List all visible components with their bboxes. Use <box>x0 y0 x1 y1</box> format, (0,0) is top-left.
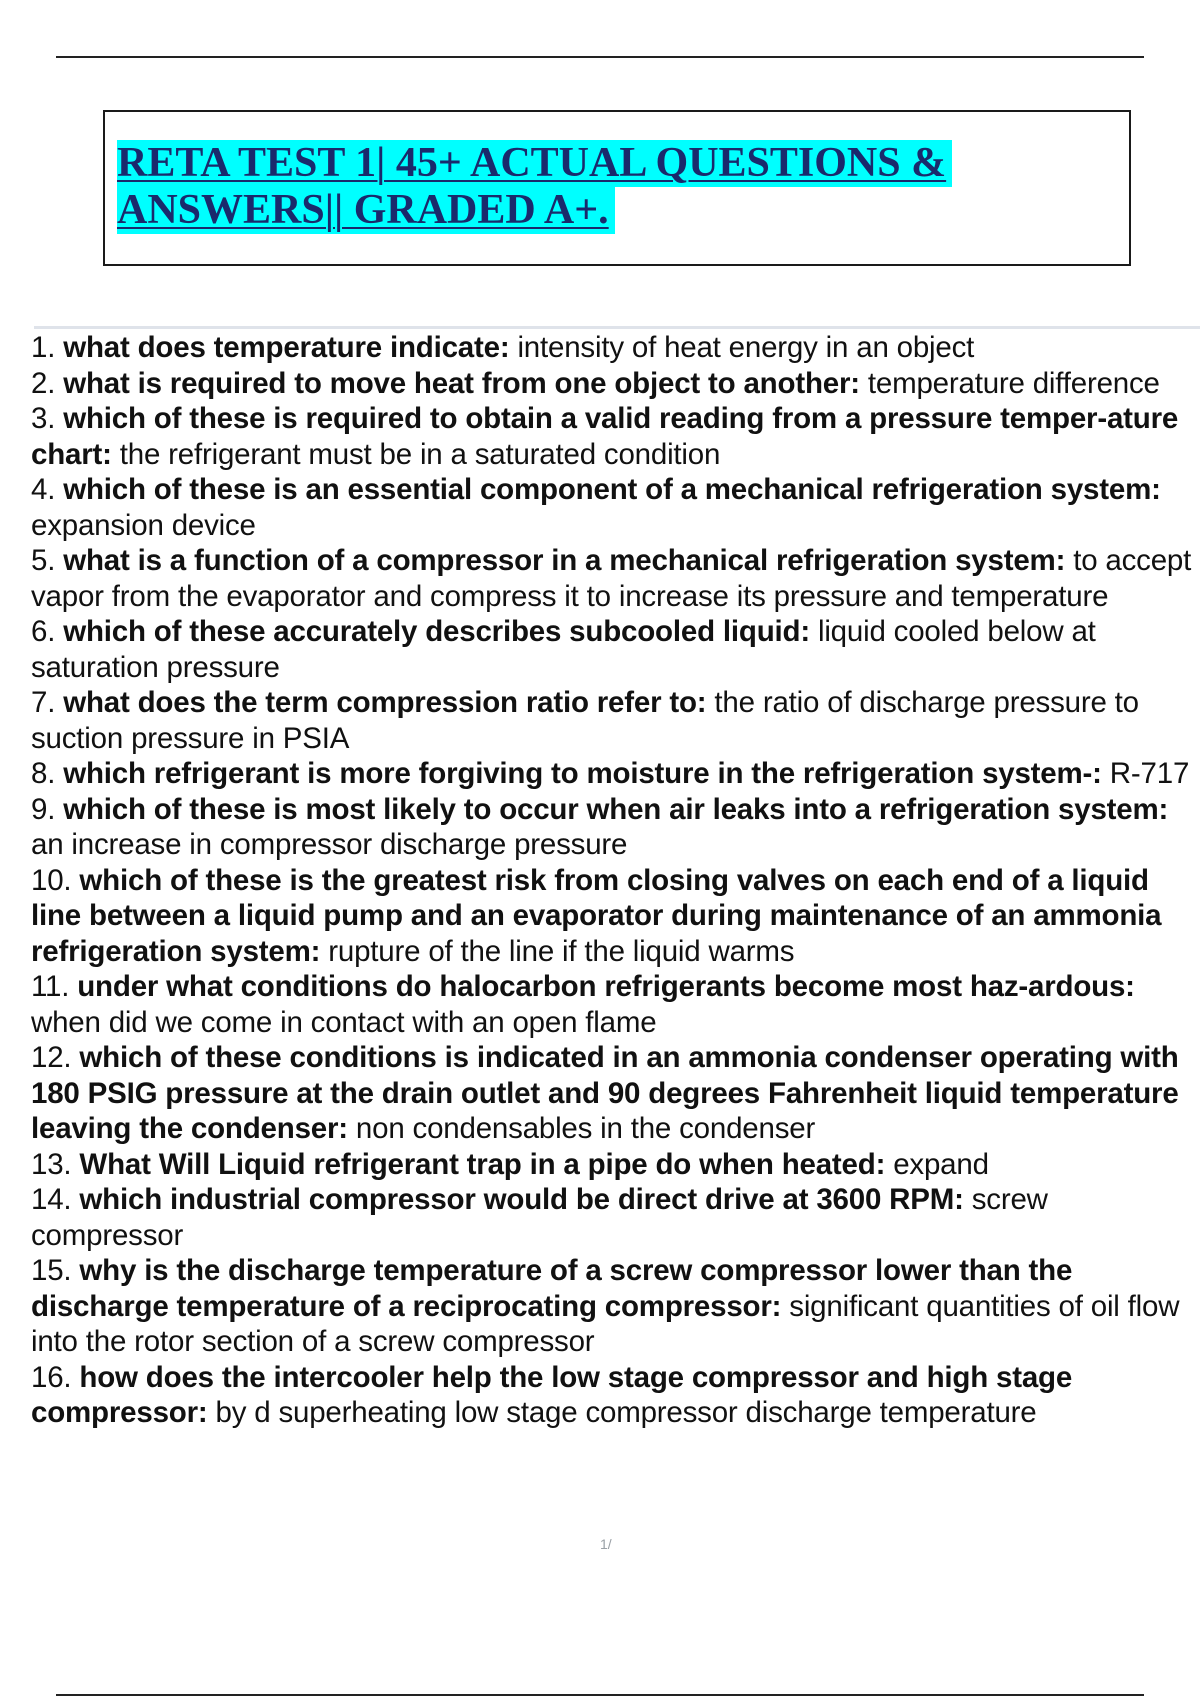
item-number: 14. <box>31 1183 72 1216</box>
item-number: 6. <box>31 615 56 648</box>
list-item <box>31 1147 1200 1183</box>
list-item <box>31 756 1200 792</box>
list-item <box>31 863 1200 970</box>
answer-text: rupture of the line if the liquid warms <box>328 934 795 968</box>
question-text: which of these is most likely to occur when air leaks into a refrigeration system: <box>63 792 1169 826</box>
document-title <box>117 140 1117 234</box>
question-text: which of these accurately describes subcooled liquid: <box>63 615 810 648</box>
item-number: 12. <box>31 1041 72 1074</box>
answer-text: liquid cooled below at saturation pressure <box>31 615 1096 684</box>
question-text: why is the discharge temperature of a screw compressor lower than the discharge temperature of a reciprocating compressor: <box>31 1254 1073 1323</box>
title-box <box>103 110 1131 266</box>
answer-text: to accept vapor from the evaporator and compress it to increase its pressure and temperature <box>31 544 1192 613</box>
question-text: which of these conditions is indicated in an ammonia condenser operating with 180 PSIG pressure at the drain outlet and 90 degrees Fahrenheit liquid temperature leaving the condenser: <box>31 1041 1179 1145</box>
top-rule <box>56 56 1144 58</box>
question-text: what does the term compression ratio refer to: <box>63 686 707 719</box>
question-text: how does the intercooler help the low stage compressor and high stage compressor: <box>31 1360 1073 1429</box>
question-text: What Will Liquid refrigerant trap in a pipe do when heated: <box>79 1147 886 1181</box>
question-text: what does temperature indicate: <box>63 331 510 364</box>
list-item <box>31 614 1200 685</box>
list-item <box>31 1040 1200 1147</box>
item-number: 1. <box>31 331 56 364</box>
item-number: 2. <box>31 366 56 400</box>
question-text: what is a function of a compressor in a mechanical refrigeration system: <box>63 544 1066 577</box>
answer-text: an increase in compressor discharge pressure <box>31 828 628 861</box>
list-item <box>31 1182 1200 1253</box>
item-number: 11. <box>31 970 70 1003</box>
title-line-2: ANSWERS|| GRADED A+. <box>117 187 615 234</box>
answer-text: temperature difference <box>867 366 1160 400</box>
list-item <box>31 969 1200 1040</box>
answer-text: expansion device <box>31 508 256 542</box>
answer-text: the ratio of discharge pressure to suction pressure in PSIA <box>31 686 1139 755</box>
list-item <box>31 1360 1200 1431</box>
item-number: 16. <box>31 1360 72 1394</box>
answer-text: R-717 <box>1109 757 1190 790</box>
answer-text: significant quantities of oil flow into the rotor section of a screw compressor <box>31 1289 1180 1358</box>
list-item <box>31 401 1200 472</box>
question-text: under what conditions do halocarbon refrigerants become most haz-ardous: <box>77 970 1135 1003</box>
answer-text: when did we come in contact with an open flame <box>31 1005 657 1039</box>
bottom-rule <box>56 1694 1144 1696</box>
qa-list <box>31 330 1200 1431</box>
item-number: 7. <box>31 686 56 719</box>
answer-text: intensity of heat energy in an object <box>517 331 975 364</box>
list-item <box>31 366 1200 402</box>
question-text: which industrial compressor would be direct drive at 3600 RPM: <box>79 1183 964 1216</box>
item-number: 13. <box>31 1147 72 1181</box>
question-text: which refrigerant is more forgiving to moisture in the refrigeration system-: <box>63 757 1102 790</box>
answer-text: screw compressor <box>31 1183 1048 1252</box>
list-item <box>31 543 1200 614</box>
list-item <box>31 685 1200 756</box>
list-item <box>31 792 1200 863</box>
title-line-1: RETA TEST 1| 45+ ACTUAL QUESTIONS & <box>117 140 952 187</box>
item-number: 4. <box>31 473 56 506</box>
answer-text: by d superheating low stage compressor discharge temperature <box>215 1396 1037 1429</box>
item-number: 10. <box>31 863 72 897</box>
list-item <box>31 472 1200 543</box>
question-text: which of these is required to obtain a valid reading from a pressure temper-ature chart: <box>31 402 1179 471</box>
answer-text: the refrigerant must be in a saturated condition <box>119 437 721 471</box>
item-number: 9. <box>31 792 56 826</box>
list-item <box>31 1253 1200 1360</box>
answer-text: non condensables in the condenser <box>355 1112 816 1145</box>
section-separator <box>34 326 1200 329</box>
page-number: 1/ <box>600 1536 612 1552</box>
item-number: 8. <box>31 757 56 790</box>
question-text: what is required to move heat from one object to another: <box>63 366 860 400</box>
question-text: which of these is the greatest risk from closing valves on each end of a liquid line between a liquid pump and an evaporator during maintenance of an ammonia refrigeration system: <box>31 863 1162 968</box>
item-number: 3. <box>31 402 56 435</box>
list-item <box>31 330 1200 366</box>
item-number: 5. <box>31 544 56 577</box>
question-text: which of these is an essential component of a mechanical refrigeration system: <box>63 473 1161 506</box>
answer-text: expand <box>893 1147 989 1181</box>
item-number: 15. <box>31 1254 72 1287</box>
